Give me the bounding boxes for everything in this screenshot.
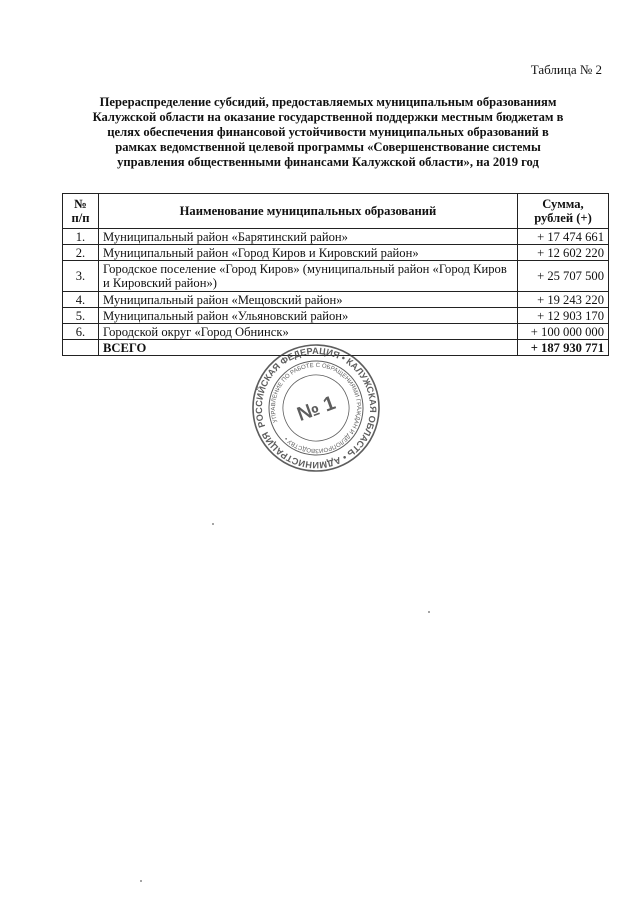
total-empty-cell <box>63 340 99 356</box>
row-number: 6. <box>63 324 99 340</box>
subsidy-amount: + 17 474 661 <box>518 229 609 245</box>
subsidies-table <box>62 193 609 356</box>
row-number: 4. <box>63 292 99 308</box>
title-line: рамках ведомственной целевой программы «Совершенствование системы <box>115 140 541 154</box>
subsidy-amount: + 25 707 500 <box>518 261 609 292</box>
municipality-name: Муниципальный район «Город Киров и Кировский район» <box>98 245 517 261</box>
title-line: Перераспределение субсидий, предоставляемых муниципальным образованиям <box>99 95 557 109</box>
scan-speck <box>140 880 142 882</box>
subsidy-amount: + 12 903 170 <box>518 308 609 324</box>
row-number: 1. <box>63 229 99 245</box>
seal-outer-text: РОССИЙСКАЯ ФЕДЕРАЦИЯ • КАЛУЖСКАЯ ОБЛАСТЬ • АДМИНИСТРАЦИЯ <box>253 345 379 471</box>
row-number: 3. <box>63 261 99 292</box>
scan-speck <box>212 523 214 525</box>
table-header-row <box>63 194 609 229</box>
title-line: Калужской области на оказание государственной поддержки местным бюджетам в <box>92 110 564 124</box>
table-row <box>63 229 609 245</box>
subsidy-amount: + 100 000 000 <box>518 324 609 340</box>
municipality-name: Городской округ «Город Обнинск» <box>98 324 517 340</box>
total-amount: + 187 930 771 <box>518 340 609 356</box>
official-seal-stamp <box>250 342 382 474</box>
table-row <box>63 261 609 292</box>
table-row <box>63 245 609 261</box>
municipality-name: Муниципальный район «Ульяновский район» <box>98 308 517 324</box>
table-row <box>63 292 609 308</box>
row-number: 2. <box>63 245 99 261</box>
table-row <box>63 324 609 340</box>
subsidy-amount: + 19 243 220 <box>518 292 609 308</box>
total-label: ВСЕГО <box>98 340 517 356</box>
column-header-name: Наименование муниципальных образований <box>98 194 517 229</box>
column-header-number: № п/п <box>63 194 99 229</box>
title-line: управления общественными финансами Калужской области», на 2019 год <box>117 155 539 169</box>
subsidy-amount: + 12 602 220 <box>518 245 609 261</box>
seal-center-number: № 1 <box>294 391 339 426</box>
column-header-sum: Сумма, рублей (+) <box>518 194 609 229</box>
document-title <box>58 95 598 170</box>
municipality-name: Муниципальный район «Барятинский район» <box>98 229 517 245</box>
municipality-name: Муниципальный район «Мещовский район» <box>98 292 517 308</box>
seal-inner-text: УПРАВЛЕНИЕ ПО РАБОТЕ С ОБРАЩЕНИЯМИ ГРАЖДАН И ДЕЛОПРОИЗВОДСТВУ • <box>270 362 362 454</box>
row-number: 5. <box>63 308 99 324</box>
table-row <box>63 308 609 324</box>
municipality-name: Городское поселение «Город Киров» (муниципальный район «Город Киров и Кировский район») <box>98 261 517 292</box>
table-number: Таблица № 2 <box>530 62 602 77</box>
title-line: целях обеспечения финансовой устойчивости муниципальных образований в <box>107 125 549 139</box>
scan-speck <box>428 611 430 613</box>
